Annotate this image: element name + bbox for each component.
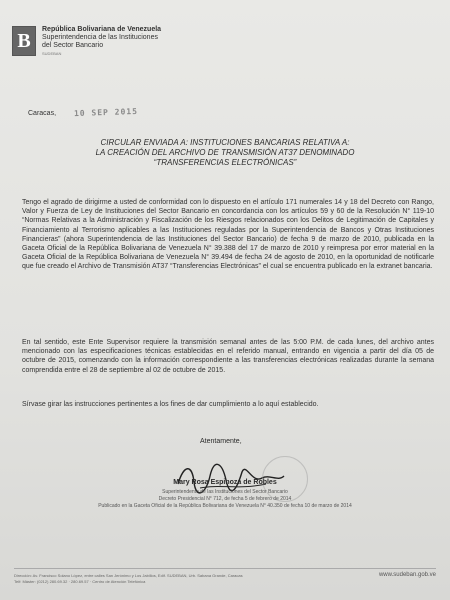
signer-title: Superintendente de las Instituciones del Sector Bancario [162,489,288,495]
closing-text: Atentamente, [200,438,242,445]
institution-line: SUDEBAN [42,51,62,56]
signature-block [0,436,450,536]
paragraph-2: En tal sentido, este Ente Supervisor requiere la transmisión semanal antes de las 5:00 P.M. de cada lunes, del archivo antes mencionado con las especificaciones técnicas establecidas en el referido manual, entrando en vigencia a partir del día 05 de octubre de 2015, comenzando con la información correspondiente a las transferencias electrónicas realizadas durante la semana comprendida entre el 28 de septiembre al 02 de octubre de 2015. [22,339,434,374]
paragraph-1: Tengo el agrado de dirigirme a usted de conformidad con lo dispuesto en el artículo 171 numerales 14 y 18 del Decreto con Rango, Valor y Fuerza de Ley de Instituciones del Sector Bancario en concordancia con los artículos 59 y 60 de la Resolución N° 119-10 “Normas Relativas a la Administración y Fiscalización de los Riesgos relacionados con los Delitos de Legitimación de Capitales y Financiamiento al Terrorismo aplicables a las Instituciones reguladas por la Superintendencia de Bancos y Otras Instituciones Financieras” (ahora Superintendencia de las Instituciones del Sector Bancario) de fecha 9 de marzo de 2010, publicada en la Gaceta Oficial de la República Bolivariana de Venezuela N° 39.388 del 17 de marzo de 2010 y reimpresa por error material en la Gaceta Oficial de la República Bolivariana de Venezuela N° 39.494 de fecha 24 de agosto de 2010, en la oportunidad de notificarle que fue creado el Archivo de Transmisión AT37 “Transferencias Electrónicas” el cual se encuentra publicado en la extranet bancaria. [22,199,434,271]
institution-line: Superintendencia de las Instituciones [42,34,158,41]
sudeban-logo: B [12,26,36,56]
title-line: LA CREACIÓN DEL ARCHIVO DE TRANSMISIÓN AT37 DENOMINADO [95,148,355,157]
footer-phone: Telf: Máster: (0212) 280.69.32 · 280.69.57 · Centro de Atención Telefónica [14,578,146,584]
institution-line: República Bolivariana de Venezuela [42,26,162,33]
letterhead [12,26,161,58]
signer-name: Mary Rosa Espinoza de Robles [173,479,277,486]
place-label: Caracas, [28,110,57,117]
footer-address: Dirección: Av. Francisco Solano López, entre calles San Jerónimo y Los Jabillos, Edif. SUDEBAN, Urb. Sabana Grande, Caracas [14,573,243,578]
page-footer [14,568,436,584]
signer-decree: Decreto Presidencial N° 712, de fecha 5 de febrero de 2014 [158,496,292,502]
title-line: “TRANSFERENCIAS ELECTRÓNICAS” [153,158,297,167]
institution-block [42,26,161,58]
institution-line: del Sector Bancario [42,42,104,49]
title-line: CIRCULAR ENVIADA A: INSTITUCIONES BANCARIAS RELATIVA A: [100,138,350,147]
footer-website: www.sudeban.gob.ve [378,572,436,578]
signer-gazette: Publicado en la Gaceta Oficial de la República Bolivariana de Venezuela N° 40.350 de fecha 10 de marzo de 2014 [98,503,352,509]
circular-title [40,138,410,168]
date-stamp: 10 SEP 2015 [73,106,139,119]
paragraph-3: Sírvase girar las instrucciones pertinentes a los fines de dar cumplimiento a lo aquí establecido. [22,401,319,408]
place-date [28,108,138,117]
